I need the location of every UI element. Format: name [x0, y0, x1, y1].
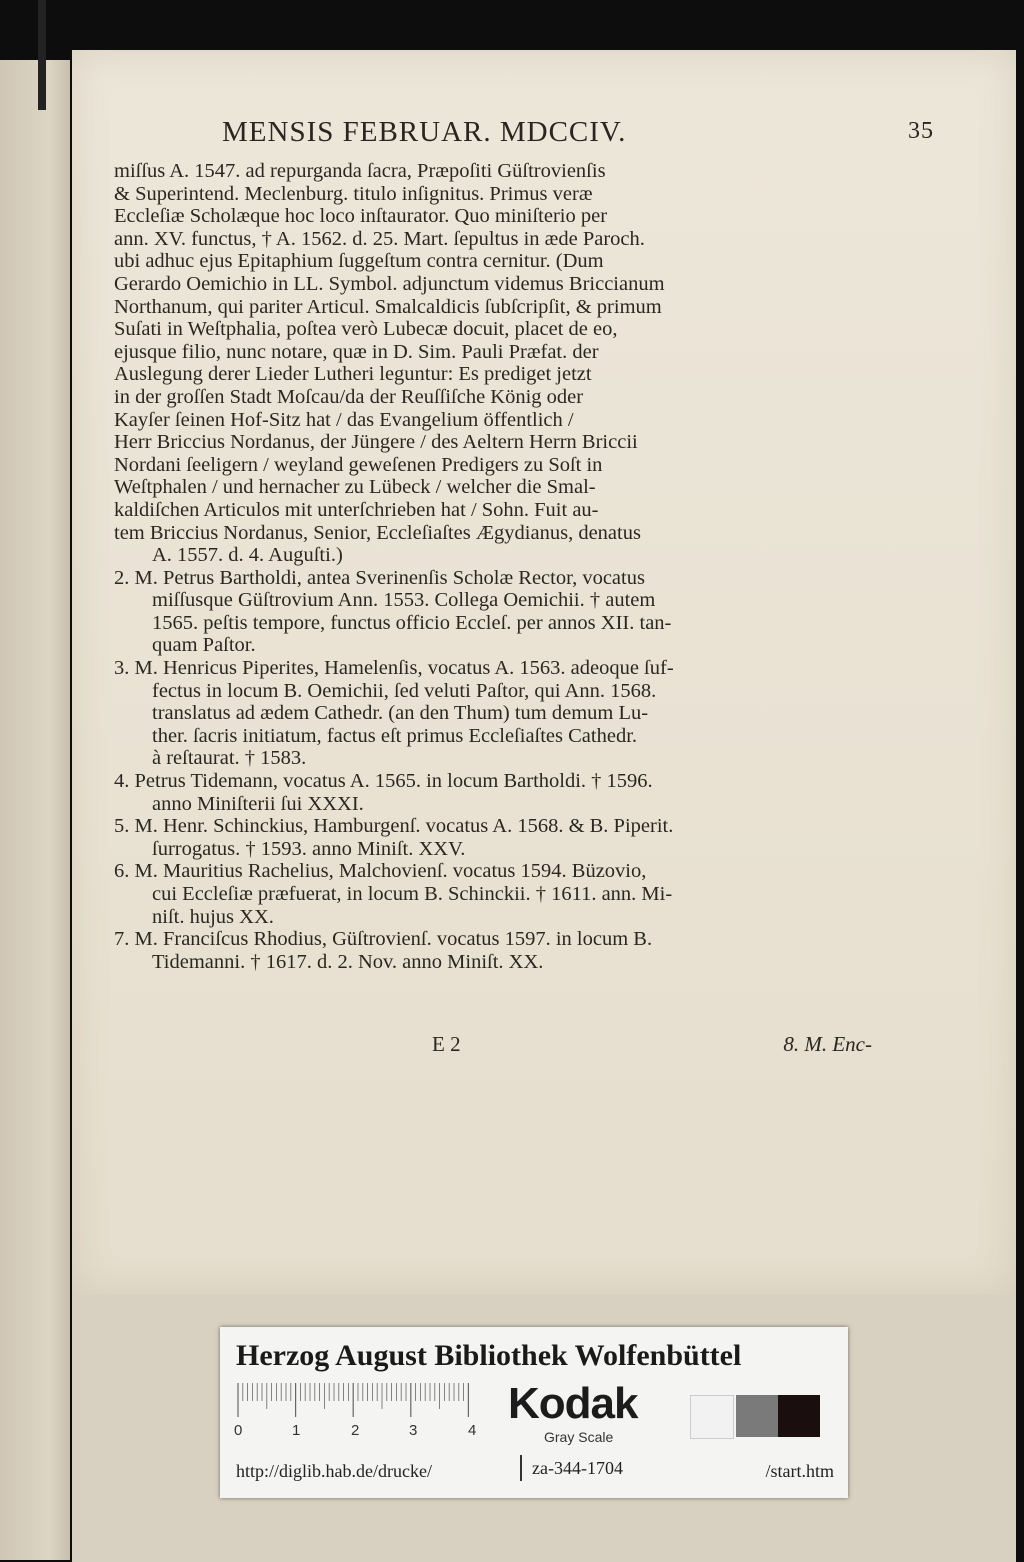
running-head [222, 116, 942, 156]
list-item: 3. M. Henricus Piperites, Hamelenſis, vocatus A. 1563. adeoque ſuf- [114, 657, 674, 680]
text-line: Herr Briccius Nordanus, der Jüngere / des Aeltern Herrn Briccii [114, 431, 638, 454]
institution-name: Herzog August Bibliothek Wolfenbüttel [236, 1339, 742, 1372]
list-item: 6. M. Mauritius Rachelius, Malchovienſ. vocatus 1594. Büzovio, [114, 860, 647, 883]
running-title: MENSIS FEBRUAR. MDCCIV. [222, 116, 627, 148]
page-number: 35 [908, 118, 934, 144]
previous-page-edge [0, 60, 70, 1560]
text-line: A. 1557. d. 4. Auguſti.) [152, 544, 343, 567]
url-suffix: /start.htm [765, 1461, 834, 1481]
text-line: fectus in locum B. Oemichii, ſed veluti Paſtor, qui Ann. 1568. [152, 679, 657, 702]
page-footer [132, 1032, 872, 1058]
text-line: ſurrogatus. † 1593. anno Miniſt. XXV. [152, 837, 466, 860]
gray-swatches [690, 1395, 820, 1437]
text-line: translatus ad ædem Cathedr. (an den Thum) tum demum Lu- [152, 702, 649, 725]
text-line: Tidemanni. † 1617. d. 2. Nov. anno Miniſt. XX. [152, 950, 544, 973]
kodak-logo: Kodak [508, 1379, 638, 1428]
text-line: Auslegung derer Lieder Lutheri leguntur: Es prediget jetzt [114, 363, 592, 386]
text-line: à reſtaurat. † 1583. [152, 747, 307, 770]
text-line: 1565. peſtis tempore, functus officio Eccleſ. per annos XII. tan- [152, 611, 672, 634]
swatch-dark [778, 1395, 820, 1437]
list-item: 4. Petrus Tidemann, vocatus A. 1565. in locum Bartholdi. † 1596. [114, 770, 653, 793]
text-line: ejusque filio, nunc notare, quæ in D. Sim. Pauli Præfat. der [114, 340, 599, 363]
text-line: Eccleſiæ Scholæque hoc loco inſtaurator. Quo miniſterio per [114, 205, 608, 228]
text-line: Northanum, qui pariter Articul. Smalcaldicis ſubſcripſit, & primum [114, 295, 662, 318]
text-line: kaldiſchen Articulos mit unterſchrieben hat / Sohn. Fuit au- [114, 498, 599, 521]
ruler-label: 2 [351, 1422, 360, 1439]
text-line: ther. ſacris initiatum, factus eſt primus Eccleſiaſtes Cathedr. [152, 724, 638, 747]
text-line: niſt. hujus XX. [152, 905, 274, 928]
text-line: Nordani ſeeligern / weyland geweſenen Predigers zu Soſt in [114, 453, 603, 476]
text-line: miſſus A. 1547. ad repurganda ſacra, Præpoſiti Güſtrovienſis [114, 160, 606, 182]
text-line: Kayſer ſeinen Hof-Sitz hat / das Evangelium öffentlich / [114, 408, 574, 431]
list-item: 2. M. Petrus Bartholdi, antea Sverinenſis Scholæ Rector, vocatus [114, 566, 645, 589]
ruler-labels [234, 1422, 494, 1442]
ruler-label: 1 [292, 1422, 301, 1439]
swatch-light [690, 1395, 734, 1439]
text-line: tem Briccius Nordanus, Senior, Eccleſiaſtes Ægydianus, denatus [114, 521, 641, 544]
text-line: & Superintend. Meclenburg. titulo inſignitus. Primus veræ [114, 182, 593, 205]
ruler-label: 4 [468, 1422, 477, 1439]
ruler-label: 0 [234, 1422, 243, 1439]
list-item: 7. M. Franciſcus Rhodius, Güſtrovienſ. vocatus 1597. in locum B. [114, 928, 653, 951]
text-line: Weſtphalen / und hernacher zu Lübeck / welcher die Smal- [114, 476, 596, 499]
text-line: anno Miniſterii ſui XXXI. [152, 792, 364, 815]
list-item: 5. M. Henr. Schinckius, Hamburgenſ. vocatus A. 1568. & B. Piperit. [114, 815, 674, 838]
text-line: quam Paſtor. [152, 634, 256, 657]
ruler-ticks-icon [236, 1383, 476, 1417]
text-line: ann. XV. functus, † A. 1562. d. 25. Mart. ſepultus in æde Paroch. [114, 227, 645, 250]
ruler-label: 3 [409, 1422, 418, 1439]
signature-mark: E 2 [432, 1032, 461, 1056]
library-color-card [220, 1327, 848, 1498]
url-prefix: http://diglib.hab.de/drucke/ [236, 1461, 432, 1481]
text-line: in der groſſen Stadt Moſcau/da der Reuſſiſche König oder [114, 385, 584, 408]
text-line: cui Eccleſiæ præfuerat, in locum B. Schinckii. † 1611. ann. Mi- [152, 883, 673, 905]
catchword: 8. M. Enc- [783, 1032, 872, 1056]
gray-scale-label: Gray Scale [544, 1429, 614, 1445]
swatch-mid [736, 1395, 778, 1437]
body-text [114, 160, 814, 973]
ruler-scale [236, 1383, 476, 1417]
book-page [72, 50, 1016, 1295]
binding-shadow [38, 0, 46, 110]
text-line: Gerardo Oemichio in LL. Symbol. adjunctum videmus Briccianum [114, 272, 665, 295]
text-line: ubi adhuc ejus Epitaphium ſuggeſtum contra cernitur. (Dum [114, 250, 604, 273]
text-line: miſſusque Güſtrovium Ann. 1553. Collega Oemichii. † autem [152, 589, 656, 612]
shelfmark: za-344-1704 [520, 1455, 652, 1481]
text-line: Suſati in Weſtphalia, poſtea verò Lubecæ docuit, placet de eo, [114, 318, 618, 341]
